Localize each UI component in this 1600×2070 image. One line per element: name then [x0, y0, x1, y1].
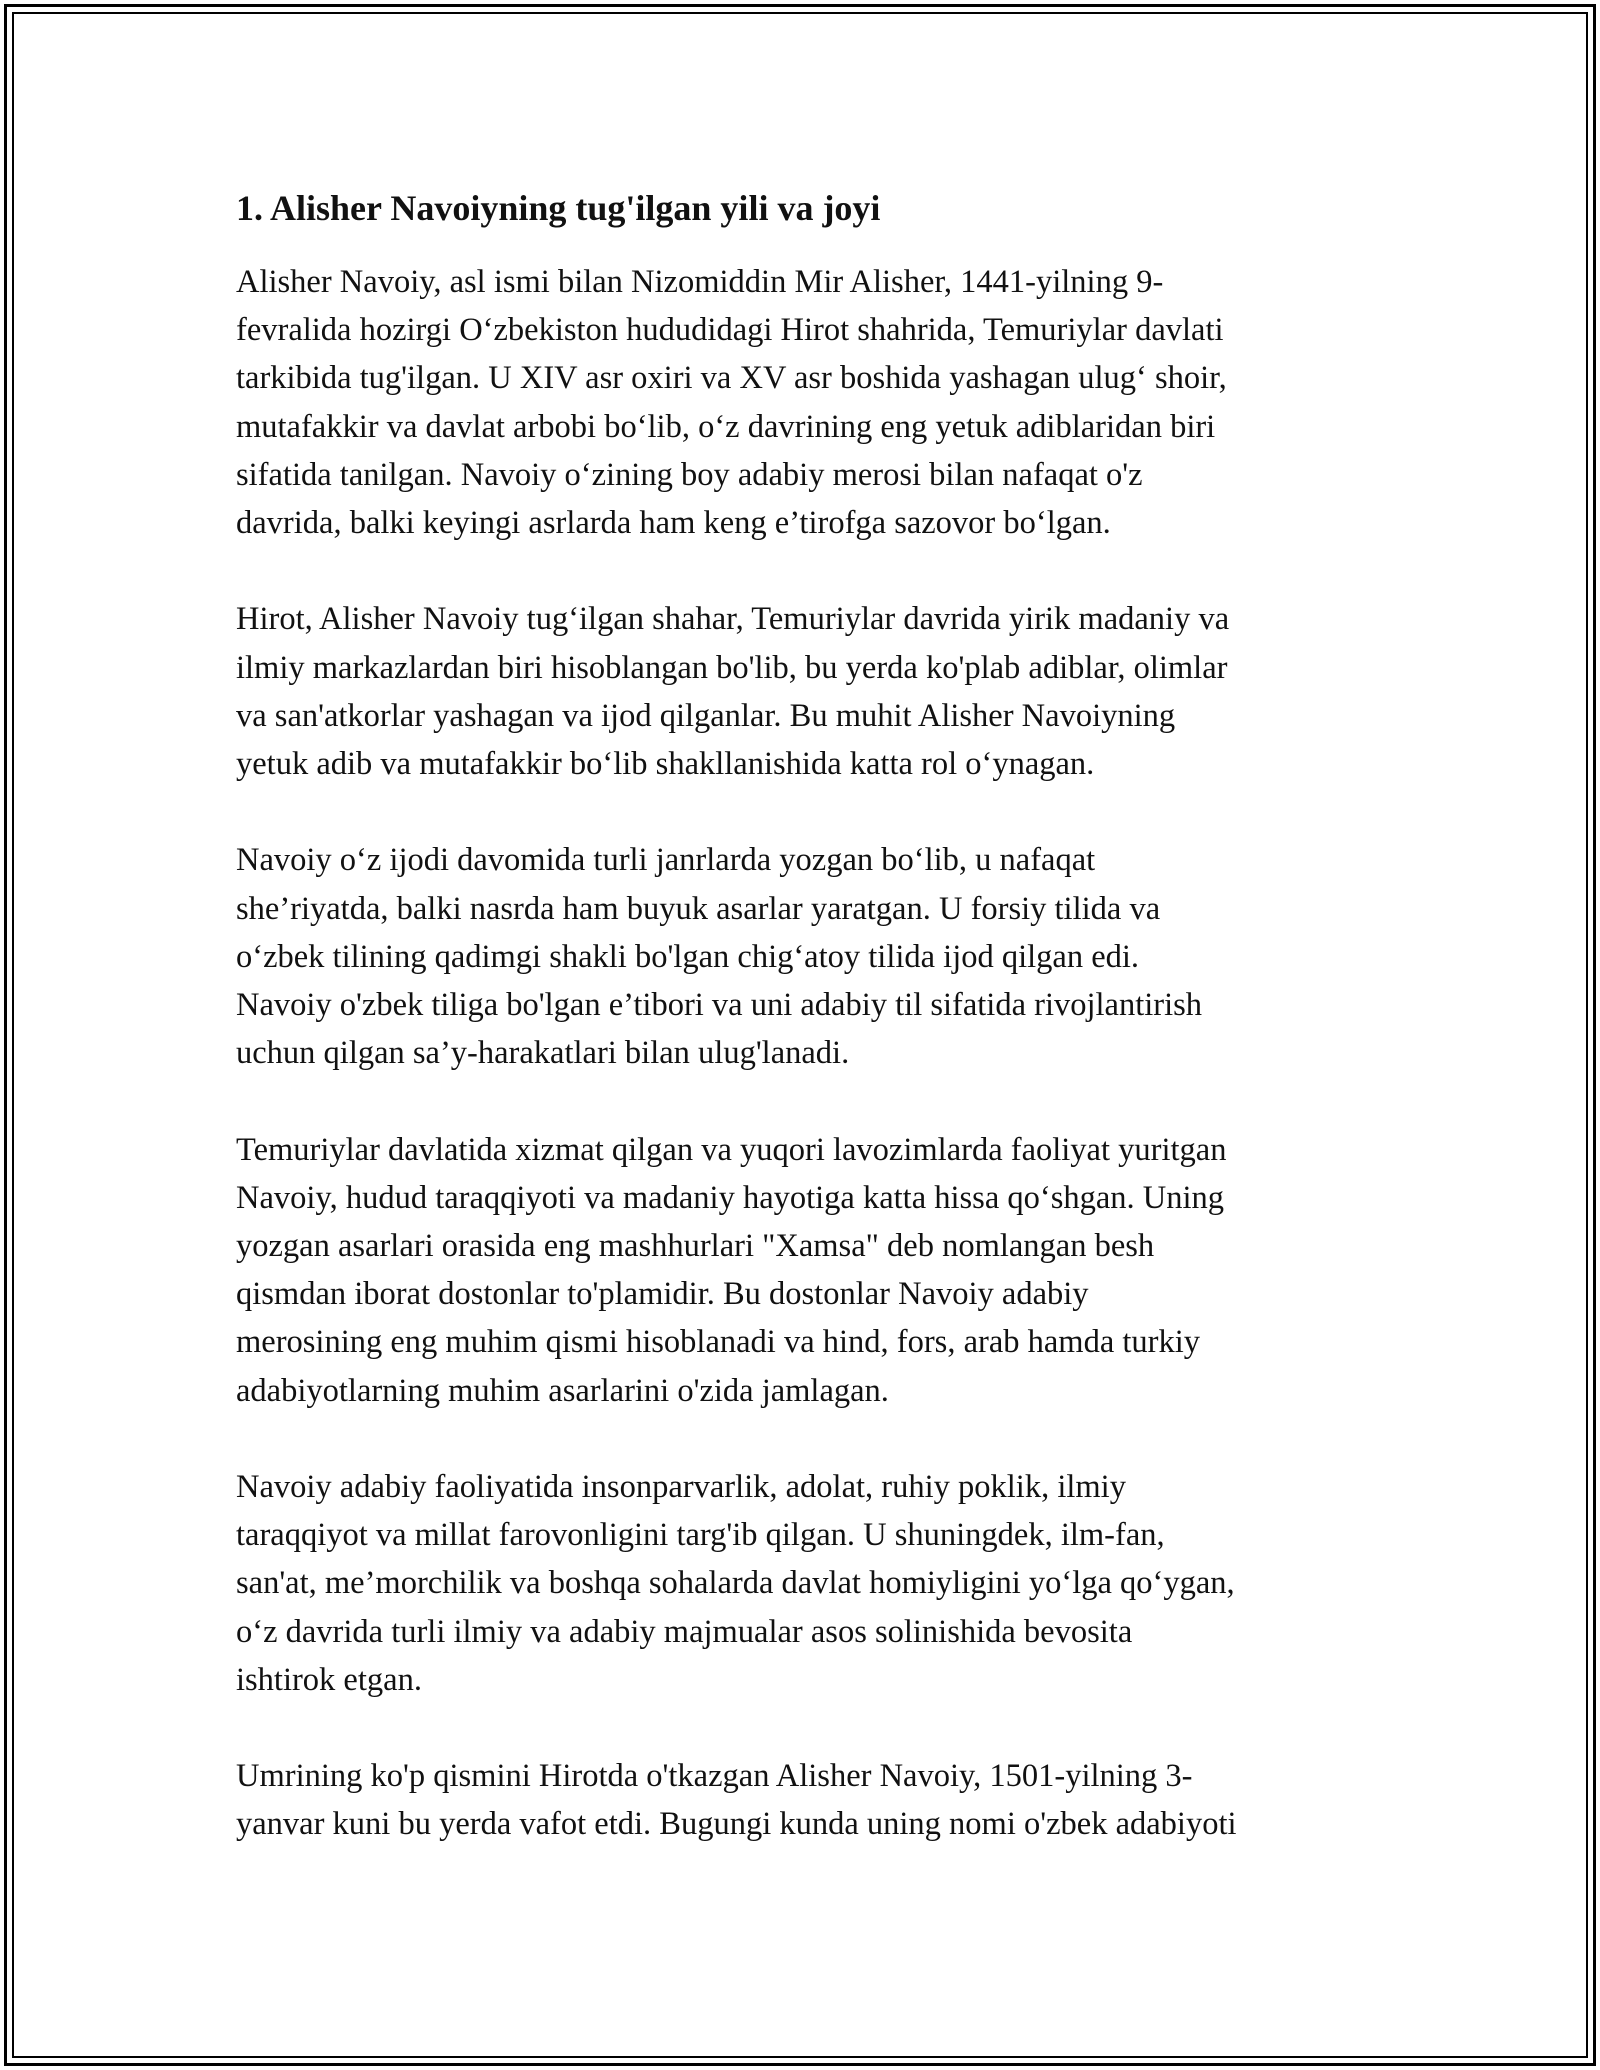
paragraph-death	[236, 1752, 1366, 1848]
paragraph-values	[236, 1463, 1366, 1704]
text-line: Navoiy adabiy faoliyatida insonparvarlik, adolat, ruhiy poklik, ilmiy	[236, 1469, 1126, 1506]
text-line: Temuriylar davlatida xizmat qilgan va yuqori lavozimlarda faoliyat yuritgan	[236, 1131, 1227, 1168]
text-line: tarkibida tug'ilgan. U XIV asr oxiri va XV asr boshida yashagan ulug‘ shoir,	[236, 360, 1227, 397]
text-line: ilmiy markazlardan biri hisoblangan bo'lib, bu yerda ko'plab adiblar, olimlar	[236, 649, 1228, 686]
text-line: yetuk adib va mutafakkir bo‘lib shakllanishida katta rol o‘ynagan.	[236, 746, 1095, 783]
text-line: yozgan asarlari orasida eng mashhurlari "Xamsa" deb nomlangan besh	[236, 1228, 1155, 1265]
text-line: merosining eng muhim qismi hisoblanadi va hind, fors, arab hamda turkiy	[236, 1324, 1201, 1361]
text-line: ishtirok etgan.	[236, 1661, 422, 1698]
paragraph-birth	[236, 258, 1366, 547]
text-line: Navoiy, hudud taraqqiyoti va madaniy hayotiga katta hissa qo‘shgan. Uning	[236, 1179, 1225, 1216]
text-line: Navoiy o'zbek tiliga bo'lgan e’tibori va uni adabiy til sifatida rivojlantirish	[236, 987, 1203, 1024]
text-line: Navoiy o‘z ijodi davomida turli janrlarda yozgan bo‘lib, u nafaqat	[236, 842, 1096, 879]
text-line: taraqqiyot va millat farovonligini targ'ib qilgan. U shuningdek, ilm-fan,	[236, 1517, 1165, 1554]
text-line: she’riyatda, balki nasrda ham buyuk asarlar yaratgan. U forsiy tilida va	[236, 890, 1161, 927]
text-line: qismdan iborat dostonlar to'plamidir. Bu dostonlar Navoiy adabiy	[236, 1276, 1089, 1313]
text-line: mutafakkir va davlat arbobi bo‘lib, o‘z davrining eng yetuk adiblaridan biri	[236, 408, 1216, 445]
text-line: sifatida tanilgan. Navoiy o‘zining boy adabiy merosi bilan nafaqat o'z	[236, 456, 1143, 493]
text-line: fevralida hozirgi O‘zbekiston hududidagi Hirot shahrida, Temuriylar davlati	[236, 312, 1224, 349]
text-line: va san'atkorlar yashagan va ijod qilganlar. Bu muhit Alisher Navoiyning	[236, 697, 1176, 734]
paragraph-service	[236, 1126, 1366, 1415]
text-line: davrida, balki keyingi asrlarda ham keng e’tirofga sazovor bo‘lgan.	[236, 505, 1111, 542]
text-line: san'at, me’morchilik va boshqa sohalarda davlat homiyligini yo‘lga qo‘ygan,	[236, 1565, 1235, 1602]
document-body	[236, 186, 1366, 1897]
text-line: adabiyotlarning muhim asarlarini o'zida jamlagan.	[236, 1372, 889, 1409]
text-line: Alisher Navoiy, asl ismi bilan Nizomiddin Mir Alisher, 1441-yilning 9-	[236, 264, 1164, 300]
text-line: Hirot, Alisher Navoiy tug‘ilgan shahar, Temuriylar davrida yirik madaniy va	[236, 601, 1230, 638]
paragraph-hirot	[236, 595, 1366, 788]
text-line: o‘z davrida turli ilmiy va adabiy majmualar asos solinishida bevosita	[236, 1613, 1133, 1650]
text-line: o‘zbek tilining qadimgi shakli bo'lgan chig‘atoy tilida ijod qilgan edi.	[236, 938, 1140, 975]
paragraph-creativity	[236, 836, 1366, 1077]
text-line: yanvar kuni bu yerda vafot etdi. Bugungi kunda uning nomi o'zbek adabiyoti	[236, 1806, 1237, 1843]
section-heading: 1. Alisher Navoiyning tug'ilgan yili va joyi	[236, 188, 881, 228]
text-line: Umrining ko'p qismini Hirotda o'tkazgan Alisher Navoiy, 1501-yilning 3-	[236, 1758, 1193, 1795]
text-line: uchun qilgan sa’y-harakatlari bilan ulug'lanadi.	[236, 1035, 850, 1072]
